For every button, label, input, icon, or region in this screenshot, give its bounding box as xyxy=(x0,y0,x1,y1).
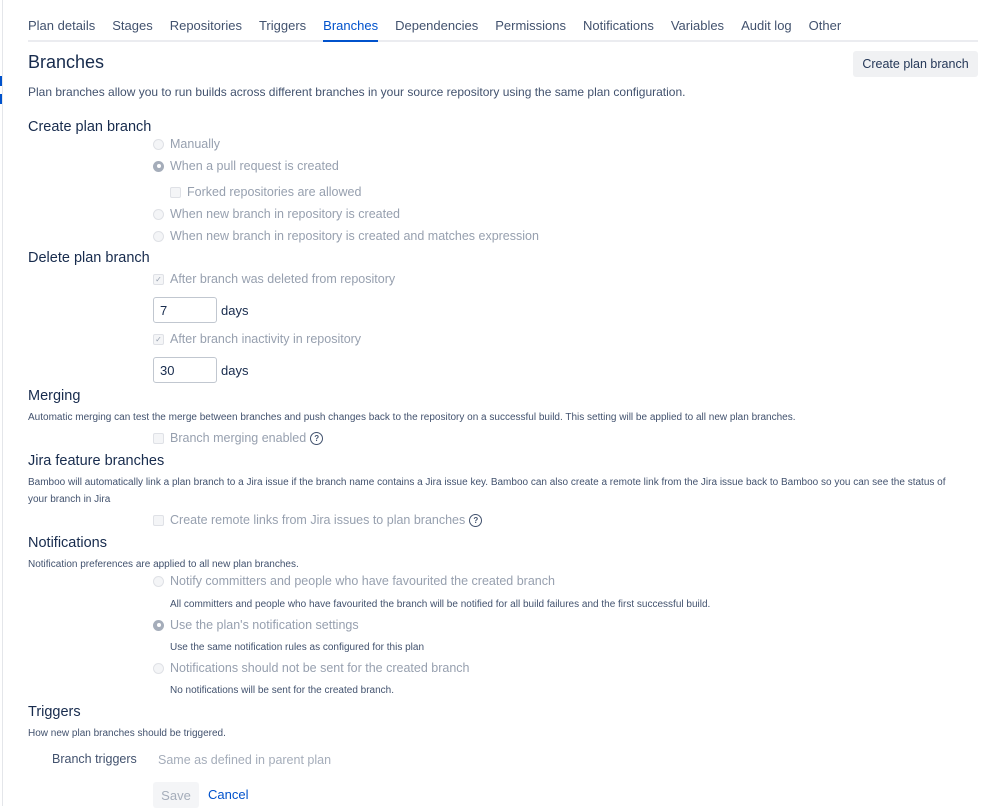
option-label: Manually xyxy=(170,137,221,151)
option-label: When new branch in repository is created and matches expression xyxy=(170,229,539,243)
help-icon[interactable]: ? xyxy=(310,432,323,445)
tab-variables[interactable]: Variables xyxy=(670,18,725,33)
option-label: Forked repositories are allowed xyxy=(187,185,362,199)
radio-selected-icon xyxy=(153,161,164,172)
tab-plan-details[interactable]: Plan details xyxy=(28,18,96,33)
radio-new-branch[interactable] xyxy=(153,207,400,221)
branch-triggers-value: Same as defined in parent plan xyxy=(158,753,332,767)
create-plan-branch-button[interactable]: Create plan branch xyxy=(853,51,978,77)
left-marker xyxy=(0,76,2,86)
page-description: Plan branches allow you to run builds across different branches in your source repository using the same plan configuration. xyxy=(28,85,686,99)
option-label: Use the plan's notification settings xyxy=(170,618,359,632)
checkmark-icon: ✓ xyxy=(153,334,164,345)
radio-selected-icon xyxy=(153,620,164,631)
option-label: Notifications should not be sent for the created branch xyxy=(170,661,470,675)
tab-triggers[interactable]: Triggers xyxy=(258,18,307,33)
tab-bar xyxy=(28,18,978,42)
page-title: Branches xyxy=(28,52,105,72)
checkbox-branch-merging[interactable] xyxy=(153,431,323,445)
notifications-heading: Notifications xyxy=(28,535,107,551)
option-hint: Use the same notification rules as configured for this plan xyxy=(170,642,425,653)
option-label: After branch inactivity in repository xyxy=(170,332,362,346)
radio-notify-committers[interactable] xyxy=(153,574,555,588)
tab-audit-log[interactable]: Audit log xyxy=(741,18,792,33)
radio-pull-request[interactable] xyxy=(153,159,339,173)
branch-triggers-label: Branch triggers xyxy=(52,752,137,766)
tab-branches[interactable]: Branches xyxy=(323,18,378,42)
deleted-days-input[interactable] xyxy=(153,297,217,323)
days-label: days xyxy=(221,362,249,378)
jira-description-cont: your branch in Jira xyxy=(28,494,111,505)
checkbox-after-deleted[interactable] xyxy=(153,272,395,286)
option-label: When a pull request is created xyxy=(170,159,339,173)
merging-heading: Merging xyxy=(28,388,81,404)
radio-plan-settings[interactable] xyxy=(153,618,359,632)
radio-icon xyxy=(153,209,164,220)
option-hint: All committers and people who have favourited the branch will be notified for all build failures and the first successful build. xyxy=(170,599,711,610)
option-label: Create remote links from Jira issues to plan branches xyxy=(170,513,466,527)
radio-manually[interactable] xyxy=(153,137,220,151)
checkbox-icon xyxy=(153,433,164,444)
tab-other[interactable]: Other xyxy=(808,18,842,33)
radio-icon xyxy=(153,576,164,587)
inactivity-days-input[interactable] xyxy=(153,357,217,383)
tab-dependencies[interactable]: Dependencies xyxy=(395,18,479,33)
checkbox-forked[interactable] xyxy=(170,185,361,199)
delete-heading: Delete plan branch xyxy=(28,250,150,266)
radio-icon xyxy=(153,139,164,150)
inactivity-days-row xyxy=(153,357,248,383)
tab-permissions[interactable]: Permissions xyxy=(495,18,567,33)
checkbox-after-inactivity[interactable] xyxy=(153,332,361,346)
option-label: Branch merging enabled xyxy=(170,431,307,445)
notifications-description: Notification preferences are applied to all new plan branches. xyxy=(28,559,299,570)
checkmark-icon: ✓ xyxy=(153,274,164,285)
triggers-heading: Triggers xyxy=(28,704,81,720)
radio-icon xyxy=(153,231,164,242)
help-icon[interactable]: ? xyxy=(469,514,482,527)
jira-heading: Jira feature branches xyxy=(28,453,165,469)
option-label: After branch was deleted from repository xyxy=(170,272,396,286)
checkbox-icon xyxy=(170,187,181,198)
checkbox-remote-links[interactable] xyxy=(153,513,482,527)
deleted-days-row xyxy=(153,297,248,323)
save-button[interactable]: Save xyxy=(153,782,199,808)
option-label: Notify committers and people who have favourited the created branch xyxy=(170,574,555,588)
triggers-description: How new plan branches should be triggered. xyxy=(28,728,226,739)
cancel-link[interactable]: Cancel xyxy=(208,787,249,802)
create-heading: Create plan branch xyxy=(28,119,152,135)
merging-description: Automatic merging can test the merge between branches and push changes back to the repository on a successful build. This setting will be applied to all new plan branches. xyxy=(28,412,796,423)
option-hint: No notifications will be sent for the created branch. xyxy=(170,685,395,696)
left-marker xyxy=(0,94,2,104)
option-label: When new branch in repository is created xyxy=(170,207,400,221)
checkbox-icon xyxy=(153,515,164,526)
jira-description: Bamboo will automatically link a plan branch to a Jira issue if the branch name contains a Jira issue key. Bamboo can also create a remote link from the Jira issue back to Bamboo so you can see the status of xyxy=(28,477,946,488)
radio-no-notifications[interactable] xyxy=(153,661,470,675)
radio-new-branch-matches[interactable] xyxy=(153,229,539,243)
days-label: days xyxy=(221,302,249,318)
radio-icon xyxy=(153,663,164,674)
left-border xyxy=(2,0,3,806)
tab-notifications[interactable]: Notifications xyxy=(583,18,654,33)
tab-stages[interactable]: Stages xyxy=(112,18,153,33)
tab-repositories[interactable]: Repositories xyxy=(169,18,242,33)
